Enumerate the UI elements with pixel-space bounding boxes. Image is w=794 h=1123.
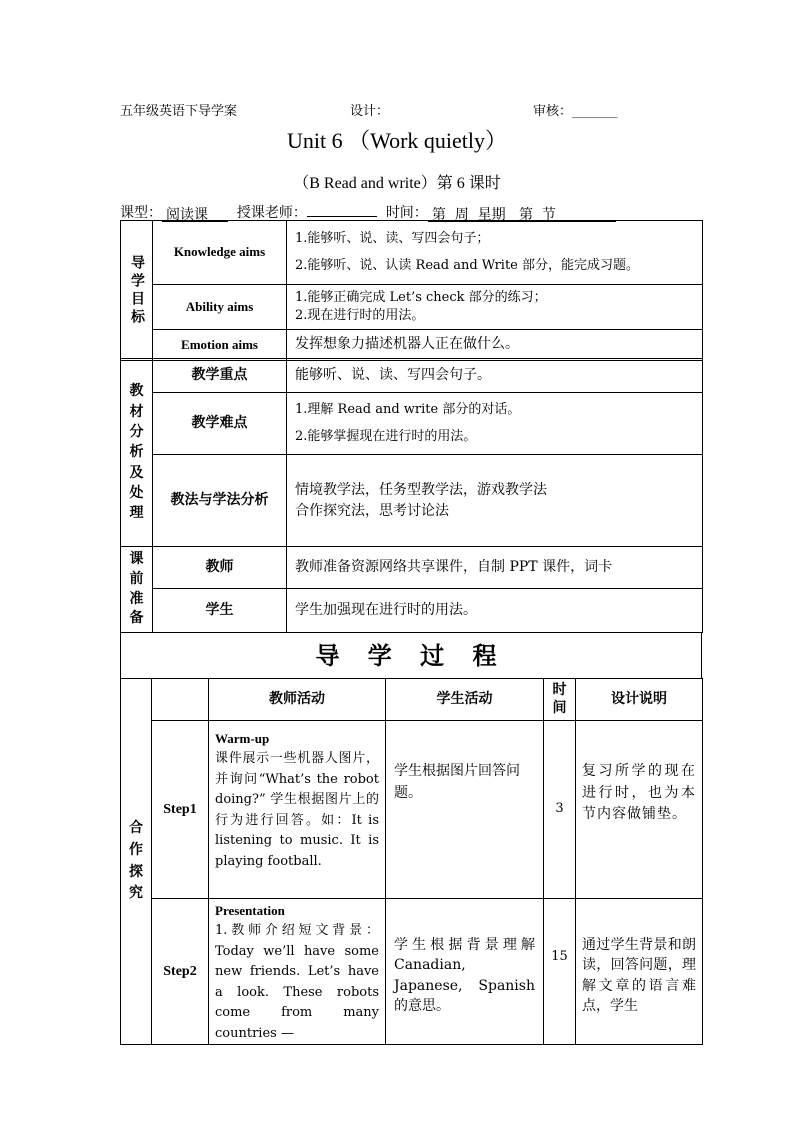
methods-text — [287, 455, 703, 547]
step1-time: 3 — [544, 721, 576, 899]
knowledge-aims-line-1: 1.能够听、说、读、写四会句子； — [295, 231, 490, 247]
header-design-note: 设计说明 — [576, 679, 703, 721]
review-label: 审核：_______ — [533, 104, 618, 119]
analysis-section-text: 教材分析及处理 — [129, 383, 144, 522]
analysis-section-label — [121, 359, 153, 547]
header-time-text: 时间 — [552, 682, 567, 716]
knowledge-aims-text — [287, 221, 703, 285]
methods-line-2: 合作探究法，思考讨论法 — [295, 502, 449, 519]
step1-teacher — [209, 721, 386, 899]
ability-aims-label: Ability aims — [153, 285, 287, 330]
page-title: Unit 6 （Work quietly） — [286, 128, 508, 153]
prep-section-label — [121, 547, 153, 633]
step2-student: 学生根据背景理解 Canadian, Japanese, Spanish 的意思。 — [386, 899, 544, 1045]
time-label: 时间： — [385, 205, 428, 221]
aims-table — [120, 220, 703, 361]
prep-student-label: 学生 — [153, 589, 287, 633]
prep-teacher-label: 教师 — [153, 547, 287, 589]
lesson-meta — [120, 202, 616, 222]
process-title-table — [120, 632, 702, 679]
teacher-label: 授课老师： — [236, 205, 307, 221]
type-value: 阅读课 — [162, 204, 228, 222]
methods-line-1: 情境教学法，任务型教学法，游戏教学法 — [295, 482, 547, 499]
step2-teacher — [209, 899, 386, 1045]
step1-student: 学生根据图片回答问题。 — [386, 721, 544, 899]
emotion-aims-text: 发挥想象力描述机器人正在做什么。 — [287, 330, 703, 361]
step1-label: Step1 — [152, 721, 209, 899]
prep-section-text: 课前准备 — [129, 551, 144, 627]
header-time — [544, 679, 576, 721]
ability-aims-line-2: 2.现在进行时的用法。 — [295, 308, 425, 324]
table-row — [121, 899, 703, 1045]
page-subtitle: （B Read and write）第 6 课时 — [293, 175, 501, 192]
step2-heading: Presentation — [215, 903, 285, 918]
key-points-label: 教学重点 — [153, 359, 287, 393]
header-student-activity: 学生活动 — [386, 679, 544, 721]
step2-label: Step2 — [152, 899, 209, 1045]
aims-section-label: 导学目标 — [121, 221, 153, 361]
header-teacher-activity: 教师活动 — [209, 679, 386, 721]
knowledge-aims-line-2: 2.能够听、说、认读 Read and Write 部分，能完成习题。 — [295, 257, 639, 273]
header-blank-cell — [152, 679, 209, 721]
time-value: 第 周 星期 第 节 — [428, 204, 616, 222]
prep-table — [120, 546, 703, 633]
step1-note: 复习所学的现在进行时，也为本节内容做铺垫。 — [576, 721, 703, 899]
prep-student-text: 学生加强现在进行时的用法。 — [287, 589, 703, 633]
difficulties-line-1: 1.理解 Read and write 部分的对话。 — [295, 402, 521, 418]
ability-aims-text — [287, 285, 703, 330]
step2-note: 通过学生背景和朗读，回答问题，理解文章的语言难点，学生 — [576, 899, 703, 1045]
step1-teacher-text: 课件展示一些机器人图片，并询问“What’s the robot doing?” 学生根据图片上的行为进行回答。如：It is listening to music. It is playing football. — [215, 751, 379, 869]
key-points-text: 能够听、说、读、写四会句子。 — [287, 359, 703, 393]
process-table — [120, 678, 703, 1045]
methods-label: 教法与学法分析 — [153, 455, 287, 547]
step1-heading: Warm-up — [215, 731, 270, 746]
knowledge-aims-label: Knowledge aims — [153, 221, 287, 285]
course-label: 五年级英语下导学案 — [120, 104, 238, 119]
process-section-label — [121, 679, 152, 1045]
emotion-aims-label: Emotion aims — [153, 330, 287, 361]
step2-time: 15 — [544, 899, 576, 1045]
table-row — [121, 721, 703, 899]
design-label: 设计： — [350, 104, 390, 119]
difficulties-line-2: 2.能够掌握现在进行时的用法。 — [295, 428, 477, 444]
difficulties-label: 教学难点 — [153, 393, 287, 455]
process-title: 导 学 过 程 — [121, 633, 702, 679]
analysis-table — [120, 358, 703, 547]
step2-teacher-text: 1.教师介绍短文背景：Today we’ll have some new friends. Let’s have a look. These robots come from many countries — — [215, 923, 379, 1041]
type-label: 课型： — [120, 205, 162, 221]
process-section-text: 合作探究 — [129, 820, 143, 902]
difficulties-text — [287, 393, 703, 455]
teacher-blank — [307, 202, 377, 217]
ability-aims-line-1: 1.能够正确完成 Let’s check 部分的练习； — [295, 290, 547, 305]
prep-teacher-text: 教师准备资源网络共享课件，自制 PPT 课件，词卡 — [287, 547, 703, 589]
